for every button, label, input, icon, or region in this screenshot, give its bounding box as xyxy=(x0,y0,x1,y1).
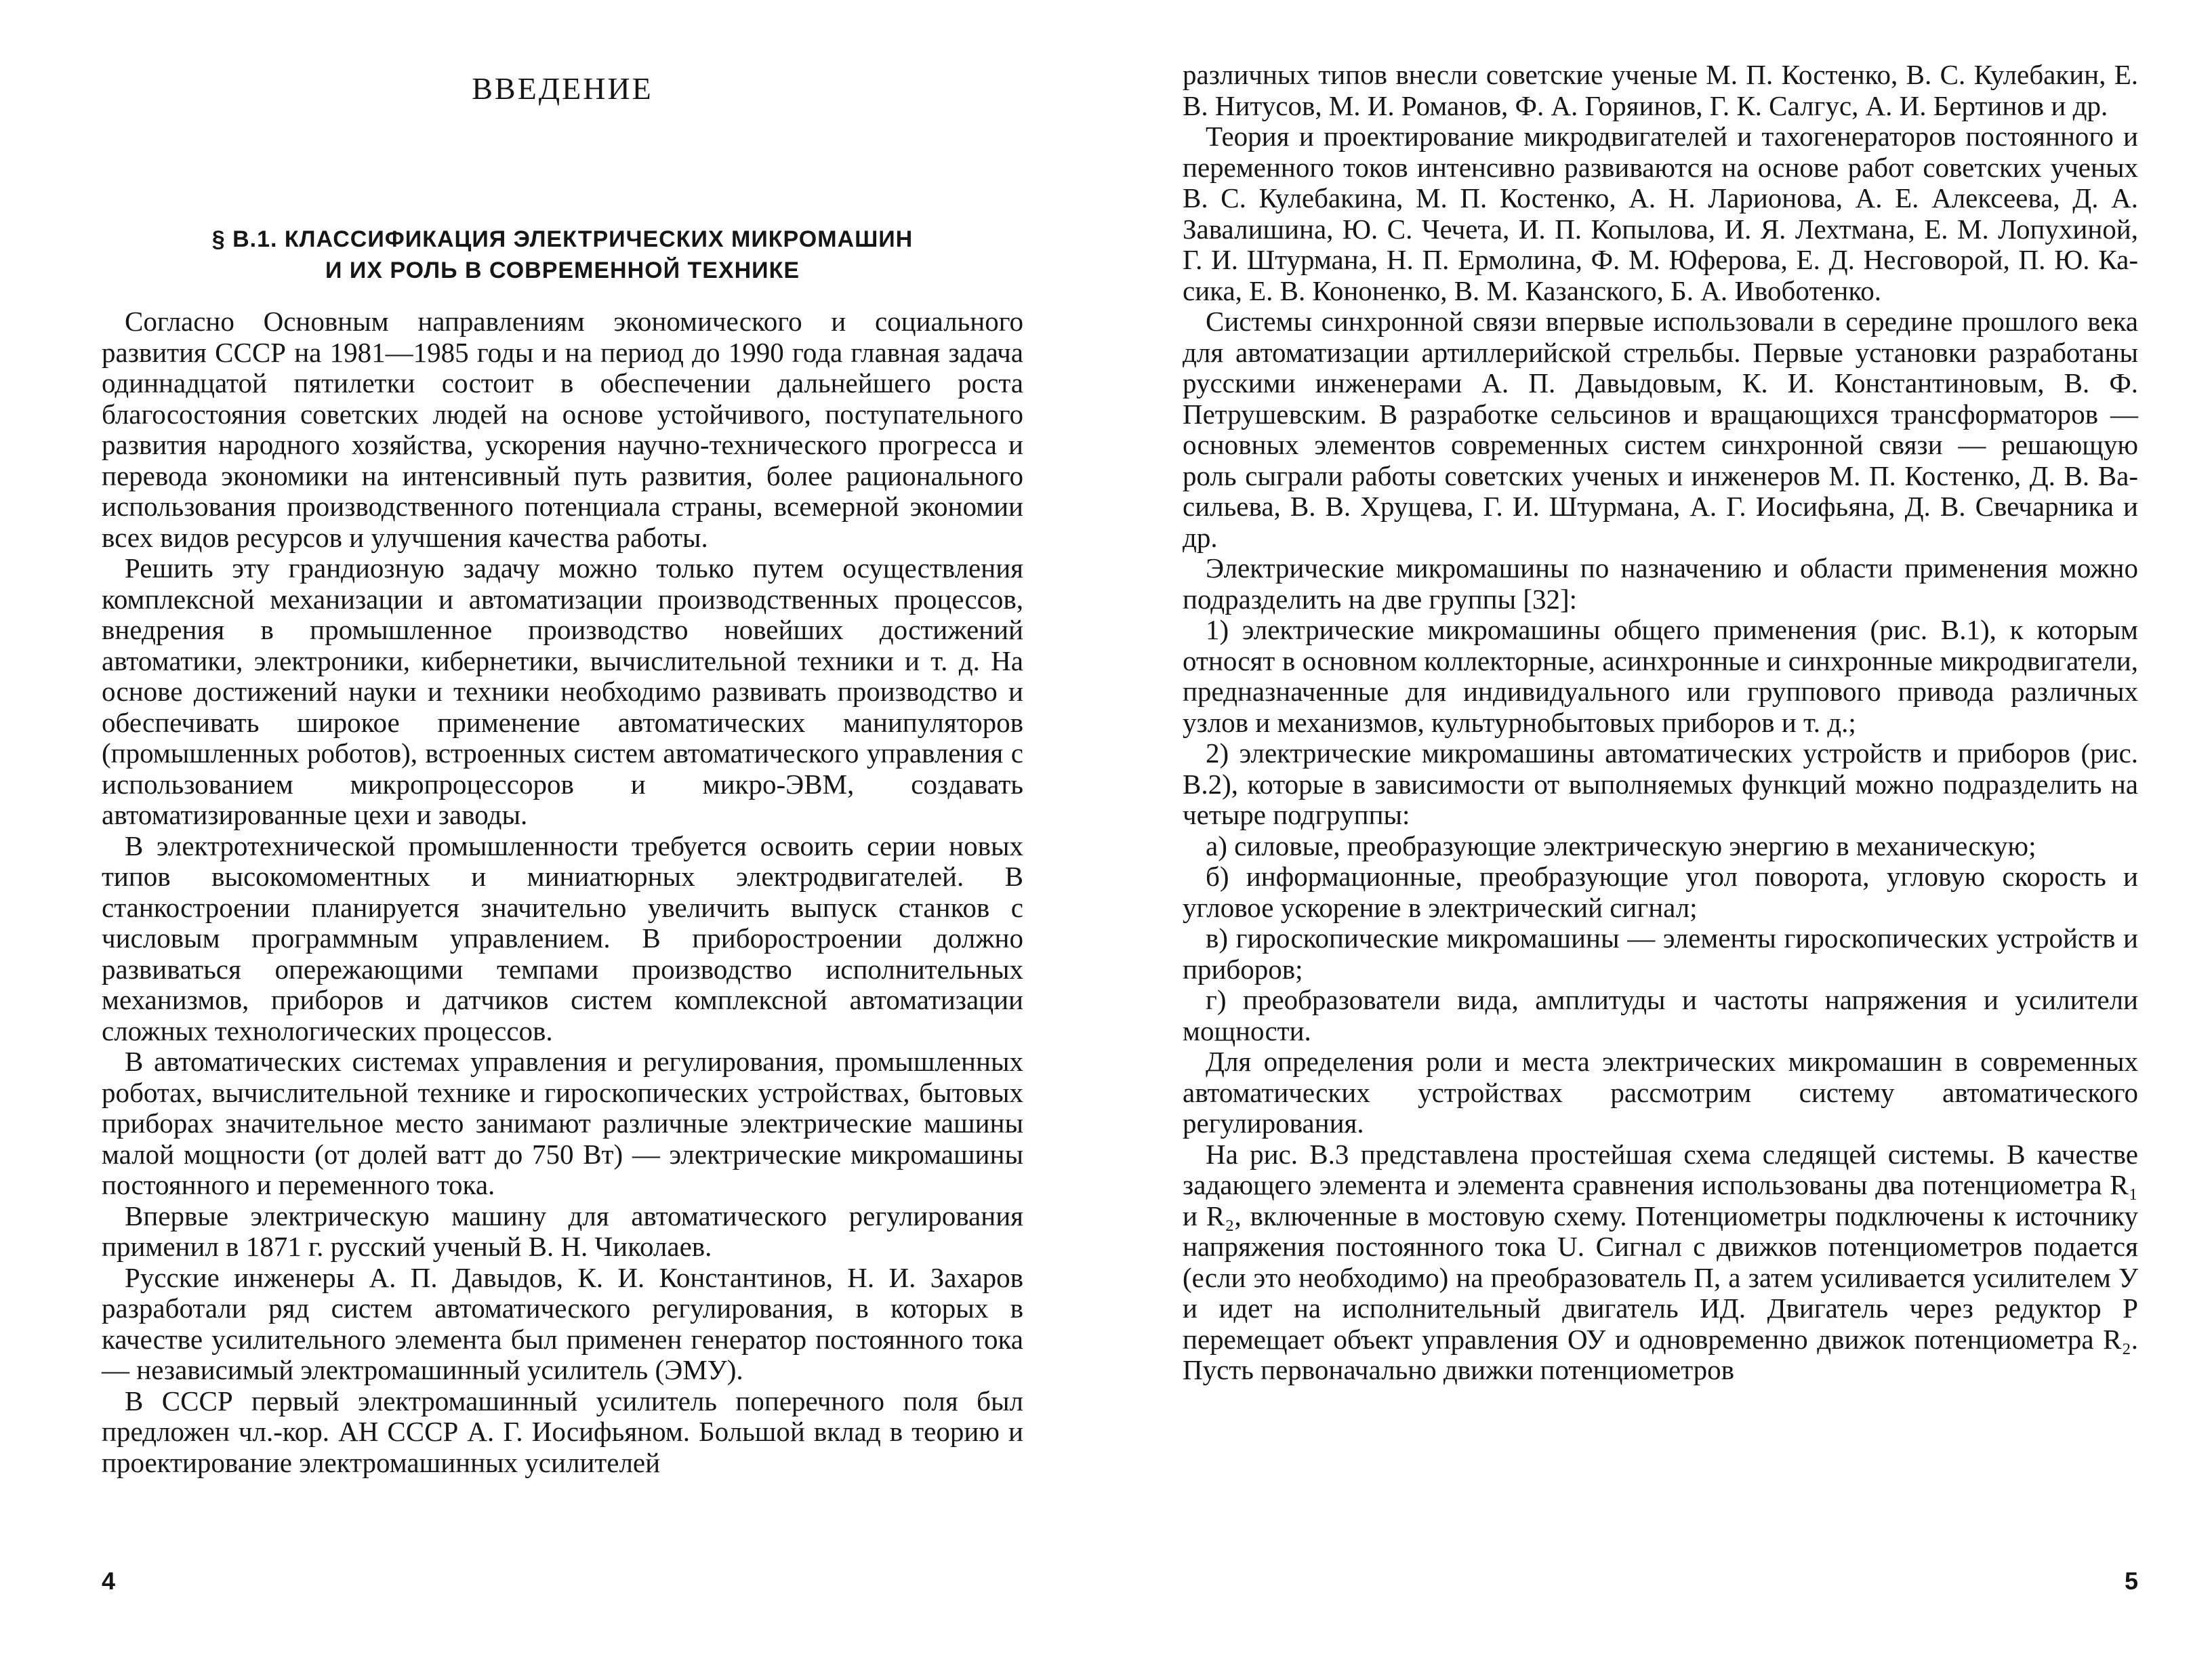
list-item: г) преобразователи вида, амплитуды и частоты напряжения и усилители мощности. xyxy=(1183,984,2138,1046)
paragraph: Системы синхронной связи впервые использовали в середине прошлого века для автоматизации артиллерийской стрельбы. Первые установки разработаны русскими инженерами А. П. Давыдовым, К. И. Константиновым, В. Ф. Петрушевским. В разработке сельсинов и вращающихся трансформаторов — основных элементов современных систем синхронной связи — решающую роль сыграли работы советских ученых и инженеров М. П. Костенко, Д. В. Васильева, В. В. Хрущева, Г. И. Штурмана, А. Г. Иосифьяна, Д. В. Свечарника и др. xyxy=(1183,306,2138,553)
section-heading-line-1: § В.1. КЛАССИФИКАЦИЯ ЭЛЕКТРИЧЕСКИХ МИКРОМАШИН xyxy=(211,226,914,252)
right-page xyxy=(1183,0,2138,1670)
paragraph: Теория и проектирование микродвигателей и тахогенераторов постоянного и переменного токов интенсивно развиваются на основе работ советских ученых В. С. Кулебакина, М. П. Костенко, А. Н. Ларионова, А. Е. Алексеева, Д. А. Завалишина, Ю. С. Чечета, И. П. Копылова, И. Я. Лехтмана, Е. М. Лопухиной, Г. И. Штурмана, Н. П. Ермолина, Ф. М. Юферова, Е. Д. Несговорой, П. Ю. Касика, Е. В. Кононенко, В. М. Казанского, Б. А. Ивоботенко. xyxy=(1183,121,2138,306)
paragraph: различных типов внесли советские ученые М. П. Костенко, В. С. Кулебакин, Е. В. Нитусов, М. И. Романов, Ф. А. Горяинов, Г. К. Салгус, А. И. Бертинов и др. xyxy=(1183,59,2138,121)
left-page-body xyxy=(102,306,1023,1478)
paragraph: На рис. В.3 представлена простейшая схема следящей системы. В качестве задающего элемента и элемента сравнения использованы два потенциометра R₁ и R₂, включенные в мостовую схему. Потенциометры подключены к источнику напряжения постоянного тока U. Сигнал с движков потенциометров подается (если это необходимо) на преобразователь П, а затем усиливается усилителем У и идет на исполнительный двигатель ИД. Двигатель через редуктор Р перемещает объект управления ОУ и одновременно движок потенциометра R₂. Пусть первоначально движки потенциометров xyxy=(1183,1138,2138,1385)
paragraph: Впервые электрическую машину для автоматического регулирования применил в 1871 г. русский ученый В. Н. Чиколаев. xyxy=(102,1200,1023,1262)
chapter-title: ВВЕДЕНИЕ xyxy=(472,71,653,106)
list-item: а) силовые, преобразующие электрическую энергию в механическую; xyxy=(1206,830,2036,861)
paragraph: В автоматических системах управления и регулирования, промышленных роботах, вычислительной технике и гироскопических устройствах, бытовых приборах значительное место занимают различные электрические машины малой мощности (от долей ватт до 750 Вт) — электрические микромашины постоянного и переменного тока. xyxy=(102,1046,1023,1200)
section-heading xyxy=(102,224,1023,286)
paragraph: Для определения роли и места электрических микромашин в современных автоматических устройствах рассмотрим систему автоматического регулирования. xyxy=(1183,1046,2138,1139)
list-item: в) гироскопические микромашины — элементы гироскопических устройств и приборов; xyxy=(1183,922,2138,985)
paragraph: В СССР первый электромашинный усилитель поперечного поля был предложен чл.-кор. АН СССР А. Г. Иосифьяном. Большой вклад в теорию и проектирование электромашинных усилителей xyxy=(102,1385,1023,1478)
paragraph: Решить эту грандиозную задачу можно только путем осуществления комплексной механизации и автоматизации производственных процессов, внедрения в промышленное производство новейших достижений автоматики, электроники, кибернетики, вычислительной техники и т. д. На основе достижений науки и техники необходимо развивать производство и обеспечивать широкое применение автоматических манипуляторов (промышленных роботов), встроенных систем автоматического управления с использованием микропроцессоров и микро-ЭВМ, создавать автоматизированные цехи и заводы. xyxy=(102,552,1023,830)
paragraph: Электрические микромашины по назначению и области применения можно подразделить на две группы [32]: xyxy=(1183,552,2138,615)
list-item: б) информационные, преобразующие угол поворота, угловую скорость и угловое ускорение в электрический сигнал; xyxy=(1183,861,2138,923)
paragraph: Согласно Основным направлениям экономического и социального развития СССР на 1981—1985 годы и на период до 1990 года главная задача одиннадцатой пятилетки состоит в обеспечении дальнейшего роста благосостояния советских людей на основе устойчивого, поступательного развития народного хозяйства, ускорения научно-технического прогресса и перевода экономики на интенсивный путь развития, более рационального использования производственного потенциала страны, всемерной экономии всех видов ресурсов и улучшения качества работы. xyxy=(102,306,1023,553)
left-page xyxy=(102,0,1023,1670)
paragraph: Русские инженеры А. П. Давыдов, К. И. Константинов, Н. И. Захаров разработали ряд систем автоматического регулирования, в которых в качестве усилительного элемента был применен генератор постоянного тока — независимый электромашинный усилитель (ЭМУ). xyxy=(102,1261,1023,1385)
list-item: 1) электрические микромашины общего применения (рис. В.1), к которым относят в основном коллекторные, асинхронные и синхронные микродвигатели, предназначенные для индивидуального или группового привода различных узлов и механизмов, культурнобытовых приборов и т. д.; xyxy=(1183,614,2138,738)
paragraph: В электротехнической промышленности требуется освоить серии новых типов высокомоментных и миниатюрных электродвигателей. В станкостроении планируется значительно увеличить выпуск станков с числовым программным управлением. В приборостроении должно развиваться опережающими темпами производство исполнительных механизмов, приборов и датчиков систем комплексной автоматизации сложных технологических процессов. xyxy=(102,830,1023,1046)
section-heading-line-2: И ИХ РОЛЬ В СОВРЕМЕННОЙ ТЕХНИКЕ xyxy=(325,258,800,283)
right-page-body xyxy=(1183,60,2138,1386)
page-number: 5 xyxy=(2124,1567,2138,1595)
list-item: 2) электрические микромашины автоматических устройств и приборов (рис. В.2), которые в зависимости от выполняемых функций можно подразделить на четыре подгруппы: xyxy=(1183,737,2138,830)
page-number: 4 xyxy=(102,1567,116,1595)
